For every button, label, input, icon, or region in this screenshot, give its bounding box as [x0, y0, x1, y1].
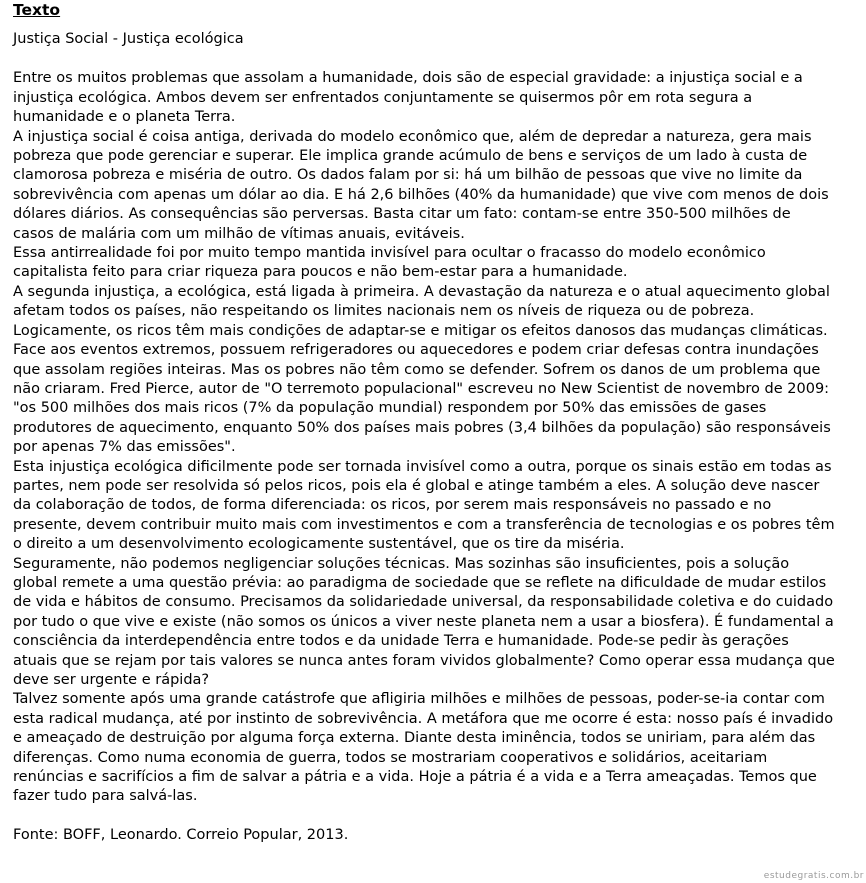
article-title: Justiça Social - Justiça ecológica [13, 31, 244, 47]
paragraph-7: Talvez somente após uma grande catástrofe que afligiria milhões e milhões de pessoas, poder-se-ia contar com esta radical mudança, até por instinto de sobrevivência. A metáfora que me ocorre é esta: nosso país é invadido e ameaçado de destruição por alguma força externa. Diante desta iminência, todos se uniriam, para além das diferenças. Como numa economia de guerra, todos se mostrariam cooperativos e solidários, aceitariam renúncias e sacrifícios a fim de salvar a pátria e a vida. Hoje a pátria é a vida e a Terra ameaçadas. Temos que fazer tudo para salvá-las. [13, 691, 834, 805]
paragraph-2: A injustiça social é coisa antiga, derivada do modelo econômico que, além de depredar a natureza, gera mais pobreza que pode gerenciar e superar. Ele implica grande acúmulo de bens e serviços de um lado à custa de clamorosa pobreza e miséria de outro. Os dados falam por si: há um bilhão de pessoas que vive no limite da sobrevivência com apenas um dólar ao dia. E há 2,6 bilhões (40% da humanidade) que vive com menos de dois dólares diários. As consequências são perversas. Basta citar um fato: contam-se entre 350-500 milhões de casos de malária com um milhão de vítimas anuais, evitáveis. [13, 128, 829, 242]
section-heading: Texto [13, 1, 61, 19]
paragraph-3: Essa antirrealidade foi por muito tempo mantida invisível para ocultar o fracasso do modelo econômico capitalista feito para criar riqueza para poucos e não bem-estar para a humanidade. [13, 245, 766, 281]
paragraph-4: A segunda injustiça, a ecológica, está ligada à primeira. A devastação da natureza e o atual aquecimento global afetam todos os países, não respeitando os limites nacionais nem os níveis de riqueza ou de pobreza. Logicamente, os ricos têm mais condições de adaptar-se e mitigar os efeitos danosos das mudanças climáticas. Face aos eventos extremos, possuem refrigeradores ou aquecedores e podem criar defesas contra inundações que assolam regiões inteiras. Mas os pobres não têm como se defender. Sofrem os danos de um problema que não criaram. Fred Pierce, autor de "O terremoto populacional" escreveu no New Scientist de novembro de 2009: "os 500 milhões dos mais ricos (7% da população mundial) respondem por 50% das emissões de gases produtores de aquecimento, enquanto 50% dos países mais pobres (3,4 bilhões da população) são responsáveis por apenas 7% das emissões". [13, 283, 831, 456]
paragraph-1: Entre os muitos problemas que assolam a humanidade, dois são de especial gravidade: a injustiça social e a injustiça ecológica. Ambos devem ser enfrentados conjuntamente se quisermos pôr em rota segura a humanidade e o planeta Terra. [13, 70, 803, 126]
paragraph-6: Seguramente, não podemos negligenciar soluções técnicas. Mas sozinhas são insuficientes, pois a solução global remete a uma questão prévia: ao paradigma de sociedade que se reflete na dificuldade de mudar estilos de vida e hábitos de consumo. Precisamos da solidariedade universal, da responsabilidade coletiva e do cuidado por tudo o que vive e existe (não somos os únicos a viver neste planeta nem a usar a biosfera). É fundamental a consciência da interdependência entre todos e da unidade Terra e humanidade. Pode-se pedir às gerações atuais que se rejam por tais valores se nunca antes foram vividos globalmente? Como operar essa mudança que deve ser urgente e rápida? [13, 555, 835, 688]
site-watermark: estudegratis.com.br [763, 871, 864, 881]
paragraph-5: Esta injustiça ecológica dificilmente pode ser tornada invisível como a outra, porque os sinais estão em todas as partes, nem pode ser resolvida só pelos ricos, pois ela é global e atinge também a eles. A solução deve nascer da colaboração de todos, de forma diferenciada: os ricos, por serem mais responsáveis no passado e no presente, devem contribuir muito mais com investimentos e com a transferência de tecnologias e os pobres têm o direito a um desenvolvimento ecologicamente sustentável, que os tire da miséria. [13, 458, 835, 553]
source-citation: Fonte: BOFF, Leonardo. Correio Popular, 2013. [13, 826, 349, 843]
document-page [13, 0, 835, 845]
